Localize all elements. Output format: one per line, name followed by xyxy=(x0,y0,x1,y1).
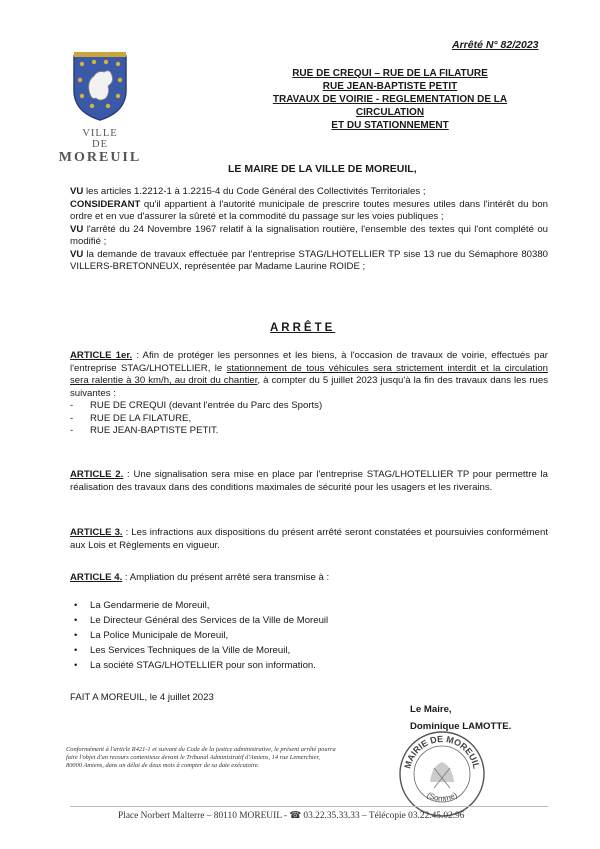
footer-divider xyxy=(70,806,548,807)
recipient-item: • Le Directeur Général des Services de la Ville de Moreuil xyxy=(74,613,328,628)
ville-line-3: MOREUIL xyxy=(58,150,142,165)
legal-notice: Conformément à l'article R421-1 et suivant du Code de la justice administrative, le présent arrêté pourra faire l'objet d'un recours contentieux devant le Tribunal Administratif d'Amiens, 14 rue Lemerchier, 80000 Amiens, dans un délai de deux mois à compter de sa date exécutoire. xyxy=(66,746,336,769)
title-line-3: TRAVAUX DE VOIRIE - REGLEMENTATION DE LA CIRCULATION xyxy=(272,94,508,118)
article-1-text-underlined: stationnement de tous véhicules sera strictement interdit et la circulation sera ralentie à 30 km/h, au droit du chantier xyxy=(70,362,548,386)
article-3-text: : Les infractions aux dispositions du présent arrêté seront constatées et poursuivies conformément aux Lois et Règlements en vigueur. xyxy=(70,527,548,551)
ville-line-1: VILLE xyxy=(82,128,118,139)
recipient-item: • La Police Municipale de Moreuil, xyxy=(74,628,328,643)
street-item: - RUE DE LA FILATURE, xyxy=(70,413,548,426)
footer-address: Place Norbert Malterre – 80110 MOREUIL - ☎ 03.22.35.33.33 – Télécopie 03.22.45.02.96 xyxy=(118,811,465,821)
consideration-item xyxy=(70,224,548,249)
article-4-label: ARTICLE 4. xyxy=(70,572,123,583)
article-3-label: ARTICLE 3. xyxy=(70,527,123,538)
title-line-2: RUE JEAN-BAPTISTE PETIT xyxy=(322,81,458,92)
title-line-1: RUE DE CREQUI – RUE DE LA FILATURE xyxy=(292,68,488,79)
article-1-label: ARTICLE 1er. xyxy=(70,350,133,361)
article-1-text-b: , à compter du 5 juillet 2023 jusqu'à la fin des travaux dans les rues suivantes : xyxy=(70,375,548,399)
consideration-keyword: CONSIDERANT xyxy=(70,198,141,210)
recipient-list xyxy=(74,598,328,673)
consideration-item xyxy=(70,186,548,199)
article-4 xyxy=(70,572,548,585)
consideration-keyword: VU xyxy=(70,186,84,197)
place-and-date: FAIT A MOREUIL, le 4 juillet 2023 xyxy=(70,692,214,703)
article-3 xyxy=(70,527,548,552)
street-list xyxy=(70,400,548,438)
title-line-4: ET DU STATIONNEMENT xyxy=(331,120,449,131)
street-item: - RUE DE CREQUI (devant l'entrée du Parc des Sports) xyxy=(70,400,548,413)
stamp-bottom-text: (Somme) xyxy=(425,790,459,804)
consideration-item xyxy=(70,199,548,224)
ville-de-moreuil-caption xyxy=(50,128,150,163)
recipient-item: • La Gendarmerie de Moreuil, xyxy=(74,598,328,613)
stamp-top-text: MAIRIE DE MOREUIL xyxy=(402,733,482,770)
signatory-title: Le Maire, xyxy=(410,704,452,715)
consideration-text: les articles 1.2212-1 à 1.2215-4 du Code Général des Collectivités Territoriales ; xyxy=(83,186,426,197)
arrete-heading: ARRÊTE xyxy=(270,322,336,334)
recipient-item: • La société STAG/LHOTELLIER pour son information. xyxy=(74,658,328,673)
consideration-text: la demande de travaux effectuée par l'entreprise STAG/LHOTELLIER TP sise 13 rue du Sémaphore 80380 VILLERS-BRETONNEUX, représentée par Madame Laurine ROIDE ; xyxy=(70,248,548,272)
article-2-label: ARTICLE 2. xyxy=(70,469,124,480)
consideration-keyword: VU xyxy=(70,248,84,260)
moreuil-coat-of-arms xyxy=(70,50,130,122)
article-2 xyxy=(70,469,548,494)
consideration-text: qu'il appartient à l'autorité municipale de prescrire toutes mesures utiles dans l'intérêt du bon ordre et en vue d'assurer la sûreté et la commodité du passage sur les voies publiques ; xyxy=(70,198,548,222)
article-4-text: : Ampliation du présent arrêté sera transmise à : xyxy=(122,572,330,583)
recipient-item: • Les Services Techniques de la Ville de Moreuil, xyxy=(74,643,328,658)
arrete-number: Arrêté N° 82/2023 xyxy=(452,39,539,51)
svg-text:(Somme) xyxy=(425,790,459,803)
signatory-name: Dominique LAMOTTE. xyxy=(410,721,512,732)
article-1-text-a: : Afin de protéger les personnes et les biens, à l'occasion de travaux de voirie, effectués par l'entreprise STAG/LHOTELLIER, le xyxy=(70,350,549,374)
consideration-text: l'arrêté du 24 Novembre 1967 relatif à la signalisation routière, l'ensemble des textes qui l'ont complété ou modifié ; xyxy=(70,223,548,247)
authority-heading: LE MAIRE DE LA VILLE DE MOREUIL, xyxy=(228,163,417,175)
article-1 xyxy=(70,350,548,438)
street-item: - RUE JEAN-BAPTISTE PETIT. xyxy=(70,425,548,438)
article-2-text: : Une signalisation sera mise en place par l'entreprise STAG/LHOTELLIER TP pour permettre la réalisation des travaux dans des conditions maximales de sécurité pour les usagers et les riverains. xyxy=(70,469,548,493)
ville-line-2: DE xyxy=(92,139,108,150)
consideration-keyword: VU xyxy=(70,223,84,235)
consideration-item xyxy=(70,249,548,274)
decree-title-block xyxy=(240,67,540,132)
considerations-block xyxy=(70,186,548,274)
